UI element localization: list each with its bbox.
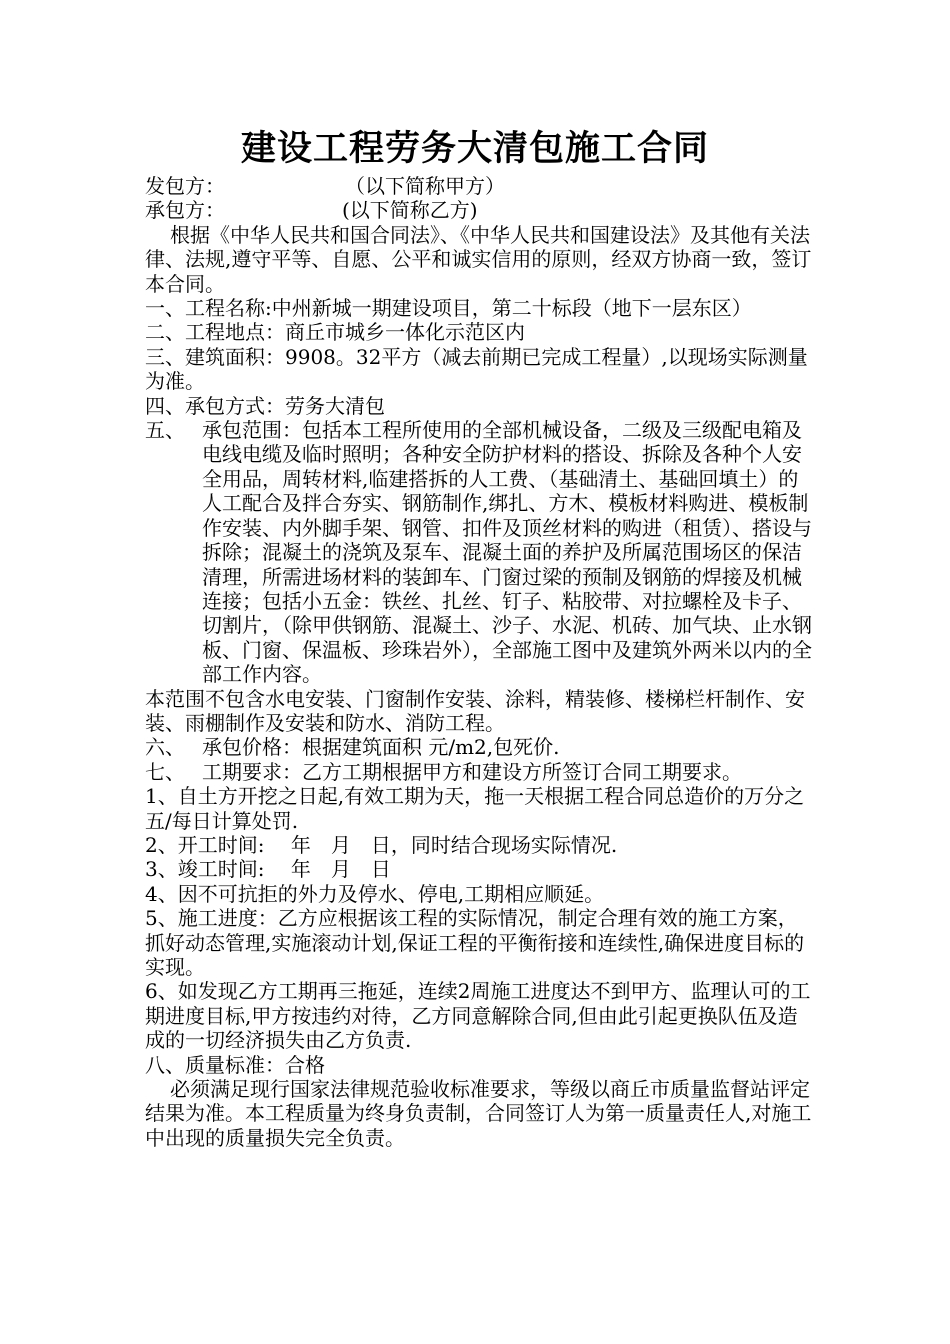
party-a-note: （以下简称甲方） (345, 174, 505, 198)
section-project-location: 二、工程地点：商丘市城乡一体化示范区内 (145, 320, 525, 345)
party-b-note: (以下简称乙方) (342, 198, 478, 223)
schedule-clause-4: 4、因不可抗拒的外力及停水、停电,工期相应顺延。 (145, 881, 605, 906)
preamble-paragraph: 根据《中华人民共和国合同法》、《中华人民共和国建设法》及其他有关法律、法规,遵守平等、自愿、公平和诚实信用的原则，经双方协商一致，签订本合同。 (145, 222, 812, 296)
section-quality-standard: 八、质量标准：合格 (145, 1052, 325, 1077)
schedule-clause-2: 2、开工时间: 年 月 日，同时结合现场实际情况. (145, 832, 618, 857)
section-price-text: 承包价格：根据建筑面积 元/m2,包死价. (202, 735, 560, 760)
section-project-name: 一、工程名称:中州新城一期建设项目，第二十标段（地下一层东区） (145, 296, 752, 321)
section-price (145, 735, 815, 759)
party-a-label: 发包方： (145, 174, 225, 198)
party-b-label: 承包方： (145, 198, 225, 223)
section-schedule-text: 工期要求：乙方工期根据甲方和建设方所签订合同工期要求。 (202, 759, 742, 784)
document-title: 建设工程劳务大清包施工合同 (240, 129, 709, 169)
party-b-line (145, 198, 815, 222)
section-scope-text: 承包范围：包括本工程所使用的全部机械设备，二级及三级配电箱及电线电缆及临时照明；各种安全防护材料的搭设、拆除及各种个人安全用品，周转材料,临建搭拆的人工费、（基础清土、基础回填土）的人工配合及拌合夯实、钢筋制作,绑扎、方木、模板材料购进、模板制作安装、内外脚手架、钢管、扣件及顶丝材料的购进（租赁）、搭设与拆除；混凝土的浇筑及泵车、混凝土面的养护及所属范围场区的保洁清理，所需进场材料的装卸车、门窗过梁的预制及钢筋的焊接及机械连接；包括小五金：铁丝、扎丝、钉子、粘胶带、对拉螺栓及卡子、切割片，（除甲供钢筋、混凝土、沙子、水泥、机砖、加气块、止水钢板、门窗、保温板、珍珠岩外），全部施工图中及建筑外两米以内的全部工作内容。 (202, 418, 812, 687)
schedule-clause-6: 6、如发现乙方工期再三拖延，连续2周施工进度达不到甲方、监理认可的工期进度目标,甲方按违约对待，乙方同意解除合同,但由此引起更换队伍及造成的一切经济损失由乙方负责. (145, 979, 811, 1053)
schedule-clause-3: 3、竣工时间: 年 月 日 (145, 857, 391, 882)
section-schedule-number: 七、 (145, 759, 185, 784)
section-contract-method: 四、承包方式：劳务大清包 (145, 393, 385, 418)
schedule-clause-1: 1、自土方开挖之日起,有效工期为天，拖一天根据工程合同总造价的万分之五/每日计算处罚. (145, 784, 805, 833)
contract-body (145, 174, 815, 1150)
section-price-number: 六、 (145, 735, 185, 760)
scope-exclusion: 本范围不包含水电安装、门窗制作安装、涂料，精装修、楼梯栏杆制作、安装、雨棚制作及安装和防水、消防工程。 (145, 686, 805, 735)
section-scope-number: 五、 (145, 418, 185, 443)
section-building-area: 三、建筑面积：9908。32平方（减去前期已完成工程量）,以现场实际测量为准。 (145, 344, 808, 394)
party-a-line (145, 174, 815, 198)
quality-paragraph: 必须满足现行国家法律规范验收标准要求，等级以商丘市质量监督站评定结果为准。本工程质量为终身负责制，合同签订人为第一质量责任人,对施工中出现的质量损失完全负责。 (145, 1077, 812, 1150)
schedule-clause-5: 5、施工进度：乙方应根据该工程的实际情况，制定合理有效的施工方案，抓好动态管理,实施滚动计划,保证工程的平衡衔接和连续性,确保进度目标的实现。 (145, 906, 805, 979)
section-schedule (145, 760, 815, 784)
section-scope (145, 418, 815, 686)
